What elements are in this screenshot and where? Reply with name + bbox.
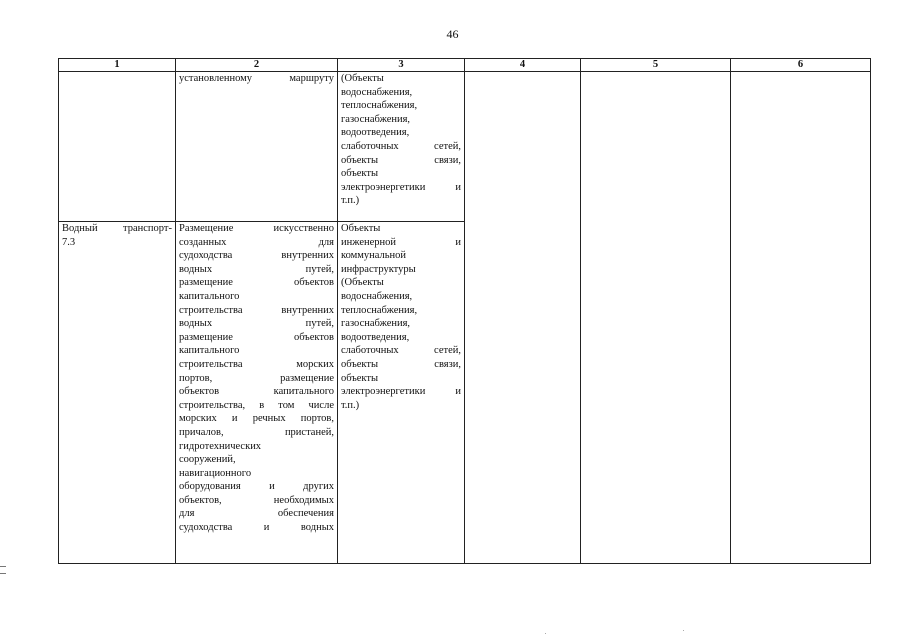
cell-text-line: объектов капитального xyxy=(179,386,334,398)
scan-speck xyxy=(545,633,546,634)
cell-text-line: гидротехнических xyxy=(179,440,262,452)
page-number: 46 xyxy=(446,27,459,41)
cell-text-line: водоснабжения, xyxy=(341,290,413,302)
cell-text-line: сооружений, xyxy=(179,454,236,466)
cell-text-line: судоходства и водных xyxy=(179,522,334,534)
cell-text-line: размещение объектов xyxy=(179,331,334,343)
row1-col3-cell xyxy=(338,72,465,222)
cell-text-line: судоходства внутренних xyxy=(179,250,334,262)
cell-text-line: Размещение искусственно xyxy=(179,223,334,234)
cell-text-line: 7.3 xyxy=(62,236,76,248)
cell-text-line: водоснабжения, xyxy=(341,86,413,98)
cell-text-line: размещение объектов xyxy=(179,277,334,289)
cell-text-line: инфраструктуры xyxy=(341,263,416,275)
cell-text-line: объекты xyxy=(341,168,379,180)
scan-edge-mark xyxy=(0,566,6,574)
cell-text-line: водоотведения, xyxy=(341,331,410,343)
column5-cell xyxy=(581,72,731,564)
column4-cell xyxy=(465,72,581,564)
zoning-table xyxy=(58,58,871,564)
cell-text-line: Водный транспорт- xyxy=(62,223,172,234)
cell-text-line: газоснабжения, xyxy=(341,318,411,330)
cell-text-line: (Объекты xyxy=(341,277,384,289)
cell-text-line: (Объекты xyxy=(341,73,384,84)
row2-col1-cell xyxy=(59,222,176,564)
cell-text-line: созданных для xyxy=(179,236,334,248)
cell-text-line: объекты xyxy=(341,372,379,384)
column6-cell xyxy=(731,72,871,564)
cell-text-line: объектов, необходимых xyxy=(179,494,334,506)
cell-text-line: коммунальной xyxy=(341,250,407,262)
cell-text-line: газоснабжения, xyxy=(341,113,411,125)
cell-text-line: теплоснабжения, xyxy=(341,100,418,112)
cell-text-line: капитального xyxy=(179,345,240,357)
column-header-5: 5 xyxy=(581,59,731,72)
cell-text-line: морских и речных портов, xyxy=(179,413,334,425)
column-header-1: 1 xyxy=(59,59,176,72)
table-row xyxy=(59,72,871,222)
cell-text-line: строительства морских xyxy=(179,358,334,370)
table-header-row xyxy=(59,59,871,72)
cell-text-line: объекты связи, xyxy=(341,358,461,370)
row1-col1-cell xyxy=(59,72,176,222)
cell-text-line: строительства, в том числе xyxy=(179,399,334,411)
cell-text-line: т.п.) xyxy=(341,195,360,207)
row2-col3-cell xyxy=(338,222,465,564)
cell-text-line: капитального xyxy=(179,290,240,302)
cell-text-line: строительства внутренних xyxy=(179,304,334,316)
column-header-2: 2 xyxy=(176,59,338,72)
cell-text-line: т.п.) xyxy=(341,399,360,411)
cell-text-line: слаботочных сетей, xyxy=(341,140,461,152)
row2-col2-cell xyxy=(176,222,338,564)
scan-speck xyxy=(683,630,684,631)
cell-text-line: навигационного xyxy=(179,467,252,479)
cell-text-line: установленному маршруту xyxy=(179,73,334,84)
cell-text-line: электроэнергетики и xyxy=(341,181,461,193)
column-header-3: 3 xyxy=(338,59,465,72)
column-header-6: 6 xyxy=(731,59,871,72)
cell-text-line: инженерной и xyxy=(341,236,461,248)
cell-text-line: электроэнергетики и xyxy=(341,386,461,398)
column-header-4: 4 xyxy=(465,59,581,72)
cell-text-line: для обеспечения xyxy=(179,508,334,520)
cell-text-line: объекты связи, xyxy=(341,154,461,166)
cell-text-line: водных путей, xyxy=(179,263,334,275)
cell-text-line: причалов, пристаней, xyxy=(179,426,334,438)
cell-text-line: водных путей, xyxy=(179,318,334,330)
cell-text-line: оборудования и других xyxy=(179,481,334,493)
cell-text-line: теплоснабжения, xyxy=(341,304,418,316)
cell-text-line: слаботочных сетей, xyxy=(341,345,461,357)
row1-col2-cell xyxy=(176,72,338,222)
cell-text-line: водоотведения, xyxy=(341,127,410,139)
cell-text-line: портов, размещение xyxy=(179,372,334,384)
cell-text-line: Объекты xyxy=(341,223,381,234)
